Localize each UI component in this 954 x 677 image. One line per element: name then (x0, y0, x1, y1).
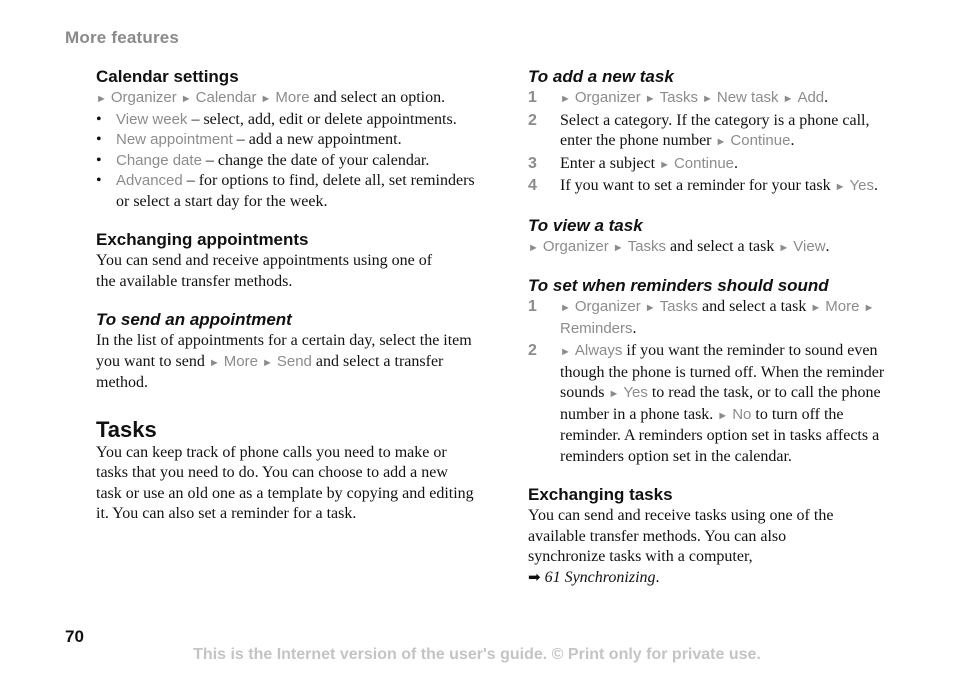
tasks-body: You can keep track of phone calls you need to make or tasks that you need to do. You can choose to add a new task or use an old one as a template by copying and editing it. You can also set a reminder for a task. (96, 443, 474, 522)
menu-tasks: Tasks (627, 237, 666, 255)
calendar-options-list (96, 110, 476, 213)
list-item (96, 171, 476, 212)
menu-more: More (275, 89, 310, 106)
bullet-icon: • (96, 110, 102, 128)
send-appointment-body (96, 331, 476, 394)
arrow-icon: ► (560, 302, 571, 314)
option-text: – for options to find, delete all, set reminders or select a start day for the week. (116, 172, 475, 210)
arrow-icon: ► (260, 93, 272, 105)
menu-no: No (732, 405, 752, 423)
arrow-icon: ► (608, 388, 620, 400)
footer-notice: This is the Internet version of the user's guide. © Print only for private use. (193, 646, 761, 663)
send-appointment-heading: To send an appointment (96, 310, 292, 329)
calendar-settings-path (96, 88, 476, 110)
menu-organizer: Organizer (574, 298, 641, 315)
step-item (528, 154, 898, 176)
arrow-icon: ► (560, 346, 571, 358)
list-item (96, 151, 476, 172)
step-end: . (790, 132, 795, 149)
arrow-icon: ► (717, 409, 729, 422)
arrow-icon: ► (208, 356, 220, 369)
step-item (528, 341, 898, 467)
step-text: to read the task, or to call the phone number in a phone task. (560, 384, 881, 423)
add-task-heading: To add a new task (528, 67, 674, 86)
menu-organizer: Organizer (542, 237, 609, 255)
step-text: Select a category. If the category is a phone call, enter the phone number (560, 111, 870, 149)
arrow-icon: ► (644, 302, 656, 314)
arrow-icon: ► (701, 93, 713, 105)
body-text: You can send and receive tasks using one of the available transfer methods. You can also synchronize tasks with a computer, (528, 507, 834, 565)
cross-reference (528, 568, 898, 589)
body-text: and select a task (665, 237, 779, 255)
menu-tasks: Tasks (659, 298, 698, 315)
arrow-icon: ► (863, 302, 875, 314)
step-number: 3 (528, 154, 537, 172)
menu-view: View (793, 237, 826, 255)
option-text: – select, add, edit or delete appointments. (187, 110, 457, 128)
option-term: New appointment (116, 131, 233, 148)
menu-more: More (223, 352, 258, 370)
reminders-steps (528, 297, 898, 467)
exchanging-appointments-heading: Exchanging appointments (96, 230, 309, 249)
menu-add: Add (797, 89, 825, 106)
step-number: 1 (528, 298, 537, 315)
menu-organizer: Organizer (574, 89, 641, 106)
arrow-icon: ► (180, 93, 192, 105)
step-end: . (824, 89, 829, 106)
tasks-heading: Tasks (96, 416, 157, 442)
arrow-icon: ► (528, 241, 539, 254)
view-task-heading: To view a task (528, 215, 643, 235)
right-column (528, 66, 898, 588)
option-text: – add a new appointment. (232, 131, 402, 148)
step-text: Enter a subject (560, 154, 660, 172)
list-item (96, 110, 476, 131)
menu-tasks: Tasks (659, 89, 698, 106)
arrow-icon: ► (778, 241, 790, 254)
cross-reference-arrow-icon: ➡ (528, 569, 541, 586)
step-item (528, 297, 898, 339)
arrow-icon: ► (659, 158, 670, 171)
menu-new-task: New task (716, 89, 779, 106)
bullet-icon: • (96, 172, 102, 189)
menu-reminders: Reminders (560, 319, 633, 337)
step-text: If you want to set a reminder for your task (560, 177, 835, 194)
arrow-icon: ► (261, 356, 273, 369)
calendar-settings-heading: Calendar settings (96, 67, 239, 86)
step-end: . (632, 319, 637, 337)
menu-send: Send (276, 352, 312, 370)
menu-continue: Continue (673, 154, 735, 172)
exchanging-tasks-body (528, 506, 838, 568)
option-term: Change date (116, 151, 202, 169)
step-text: and select a task (697, 298, 811, 315)
step-number: 4 (528, 177, 537, 194)
step-item (528, 88, 898, 110)
body-text: In the list of appointments for a certain day, select the item you want to send (96, 332, 472, 370)
menu-yes: Yes (849, 177, 874, 194)
add-task-steps (528, 88, 898, 198)
left-column (96, 66, 476, 525)
step-number: 2 (528, 111, 537, 129)
menu-continue: Continue (730, 132, 791, 149)
step-text: if you want the reminder to sound even though the phone is turned off. When the reminder sounds (560, 342, 885, 401)
arrow-icon: ► (834, 181, 846, 193)
arrow-icon: ► (560, 93, 571, 105)
step-end: . (873, 177, 878, 194)
bullet-icon: • (96, 151, 102, 169)
cross-reference-text: 61 Synchronizing (544, 568, 656, 586)
arrow-icon: ► (612, 241, 624, 254)
page-number: 70 (65, 627, 84, 646)
body-end: . (825, 237, 830, 255)
step-number: 1 (528, 89, 537, 106)
menu-more: More (825, 298, 860, 315)
bullet-icon: • (96, 131, 102, 148)
arrow-icon: ► (644, 93, 656, 105)
option-text: – change the date of your calendar. (201, 151, 430, 169)
menu-organizer: Organizer (110, 89, 177, 106)
list-item (96, 130, 476, 151)
option-term: View week (116, 110, 188, 128)
exchanging-appointments-body: You can send and receive appointments using one of the available transfer methods. (96, 252, 433, 290)
view-task-body (528, 237, 898, 259)
menu-yes: Yes (623, 384, 648, 401)
body-end: . (655, 568, 660, 586)
step-end: . (734, 154, 739, 172)
step-number: 2 (528, 342, 537, 359)
step-item (528, 111, 898, 153)
reminders-heading: To set when reminders should sound (528, 276, 829, 295)
body-text: and select a transfer method. (96, 352, 444, 391)
arrow-icon: ► (810, 302, 822, 314)
step-text: to turn off the reminder. A reminders option set in tasks affects a reminders option set in the calendar. (560, 405, 880, 465)
exchanging-tasks-heading: Exchanging tasks (528, 485, 673, 504)
arrow-icon: ► (715, 136, 727, 148)
step-item (528, 176, 898, 198)
menu-always: Always (574, 342, 623, 359)
arrow-icon: ► (782, 93, 794, 105)
option-term: Advanced (116, 172, 183, 189)
running-head: More features (65, 28, 180, 47)
menu-calendar: Calendar (195, 89, 257, 106)
path-suffix: and select an option. (309, 89, 446, 106)
arrow-icon: ► (96, 93, 107, 105)
